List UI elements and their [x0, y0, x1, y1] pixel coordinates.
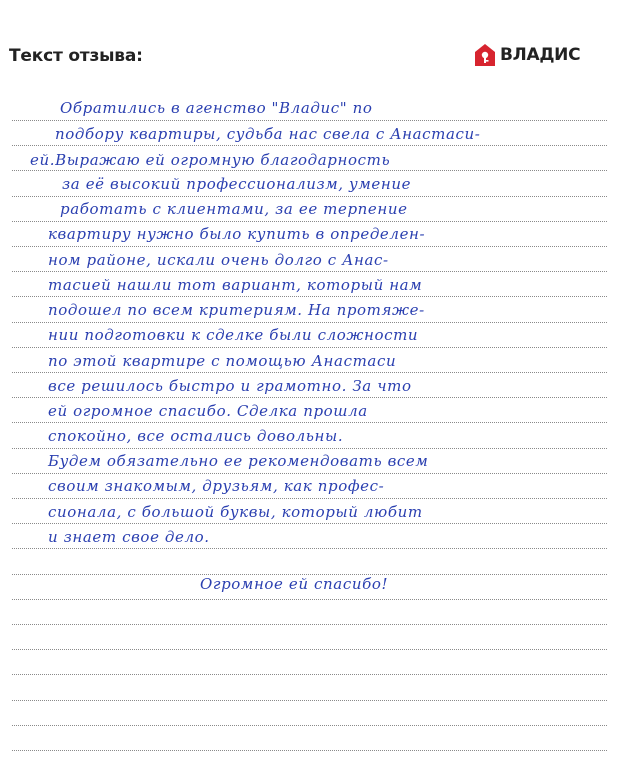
ruling-line: [12, 624, 607, 625]
ruling-line: [12, 700, 607, 701]
review-line: ей огромное спасибо. Сделка прошла: [48, 402, 368, 420]
form-title: Текст отзыва:: [9, 46, 143, 66]
review-closing: Огромное ей спасибо!: [200, 575, 389, 593]
brand-name: ВЛАДИС: [500, 45, 581, 65]
review-line: тасией нашли тот вариант, который нам: [48, 276, 423, 294]
ruling-line: [12, 725, 607, 726]
ruling-line: [12, 674, 607, 675]
review-line: своим знакомым, друзьям, как профес-: [48, 477, 385, 495]
review-line: и знает свое дело.: [48, 528, 210, 546]
review-line: за её высокий профессионализм, умение: [62, 175, 412, 193]
review-line: сионала, с большой буквы, который любит: [48, 503, 423, 521]
review-line: ей.Выражаю ей огромную благодарность: [30, 151, 391, 169]
ruling-line: [12, 498, 607, 499]
review-line: Обратились в агенство "Владис" по: [60, 99, 373, 117]
review-line: ном районе, искали очень долго с Анас-: [48, 251, 389, 269]
review-line: работать с клиентами, за ее терпение: [60, 200, 408, 218]
review-line: спокойно, все остались довольны.: [48, 427, 344, 445]
review-line: все решилось быстро и грамотно. За что: [48, 377, 412, 395]
review-line: подошел по всем критериям. На протяже-: [48, 301, 425, 319]
house-key-icon: [474, 43, 496, 67]
ruling-line: [12, 120, 607, 121]
review-line: нии подготовки к сделке были сложности: [48, 326, 419, 344]
review-line: Будем обязательно ее рекомендовать всем: [48, 452, 429, 470]
review-line: по этой квартире с помощью Анастаси: [48, 352, 397, 370]
brand-logo: [474, 43, 580, 67]
review-line: квартиру нужно было купить в определен-: [48, 225, 426, 243]
ruling-line: [12, 599, 607, 600]
ruling-line: [12, 347, 607, 348]
ruling-line: [12, 649, 607, 650]
review-line: подбору квартиры, судьба нас свела с Анастаси-: [55, 125, 481, 143]
ruling-line: [12, 246, 607, 247]
ruling-line: [12, 750, 607, 751]
